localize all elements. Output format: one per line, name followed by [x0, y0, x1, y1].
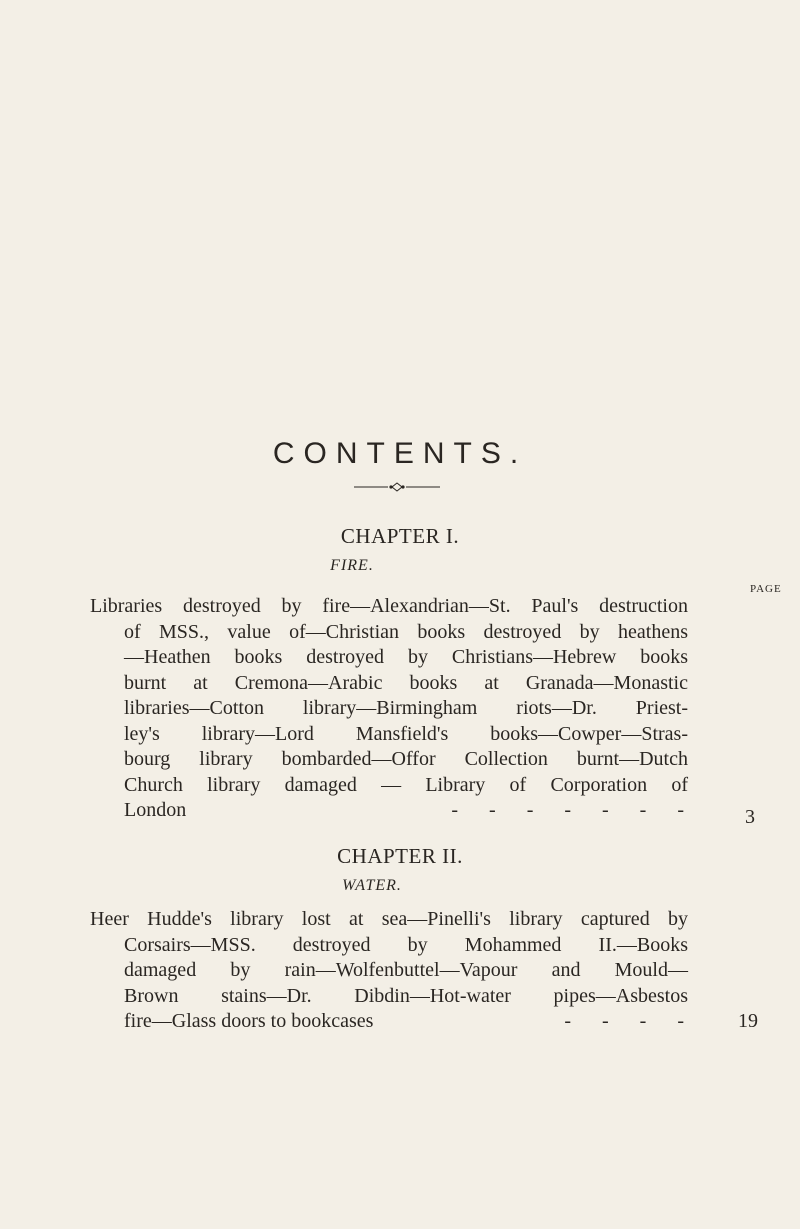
entry-last-text: London: [124, 799, 187, 821]
entry-last-text: fire—Glass doors to bookcases: [124, 1010, 374, 1032]
entry-line: Heer Hudde's library lost at sea—Pinelli's library captured by: [90, 908, 688, 930]
entry-line: Brown stains—Dr. Dibdin—Hot-water pipes—Asbestos: [124, 984, 688, 1007]
entry-line: damaged by rain—Wolfenbuttel—Vapour and Mould—: [124, 959, 688, 981]
page-title: CONTENTS.: [272, 437, 528, 470]
entry-line: Church library damaged — Library of Corporation of: [124, 773, 688, 796]
entry-last-line: [90, 1009, 688, 1035]
dot-leader: - - - -: [564, 1010, 688, 1032]
chapter-1-page-number: 3: [745, 806, 755, 828]
entry-line: Libraries destroyed by fire—Alexandrian—St. Paul's destruction: [90, 595, 688, 617]
entry-line: Corsairs—MSS. destroyed by Mohammed II.—Books: [124, 933, 688, 956]
chapter-2-subtitle: WATER.: [342, 877, 402, 894]
chapter-1-heading: CHAPTER I.: [340, 524, 460, 548]
chapter-2-heading: CHAPTER II.: [337, 844, 463, 868]
dot-leader: - - - - - - -: [451, 799, 688, 821]
entry-line: ley's library—Lord Mansfield's books—Cowper—Stras-: [124, 722, 688, 745]
chapter-2-page-number: 19: [738, 1010, 758, 1032]
entry-line: of MSS., value of—Christian books destroyed by heathens: [124, 620, 688, 643]
page-column-label: PAGE: [750, 583, 782, 595]
entry-line: —Heathen books destroyed by Christians—Hebrew books: [124, 646, 688, 668]
entry-last-line: [90, 798, 688, 824]
chapter-1-entry: [90, 594, 688, 824]
chapter-1-subtitle: FIRE.: [330, 557, 374, 574]
divider-ornament: [354, 482, 440, 492]
entry-line: libraries—Cotton library—Birmingham riots—Dr. Priest-: [124, 697, 688, 719]
entry-line: bourg library bombarded—Offor Collection burnt—Dutch: [124, 748, 688, 770]
entry-line: burnt at Cremona—Arabic books at Granada—Monastic: [124, 671, 688, 694]
chapter-2-entry: [90, 907, 688, 1035]
